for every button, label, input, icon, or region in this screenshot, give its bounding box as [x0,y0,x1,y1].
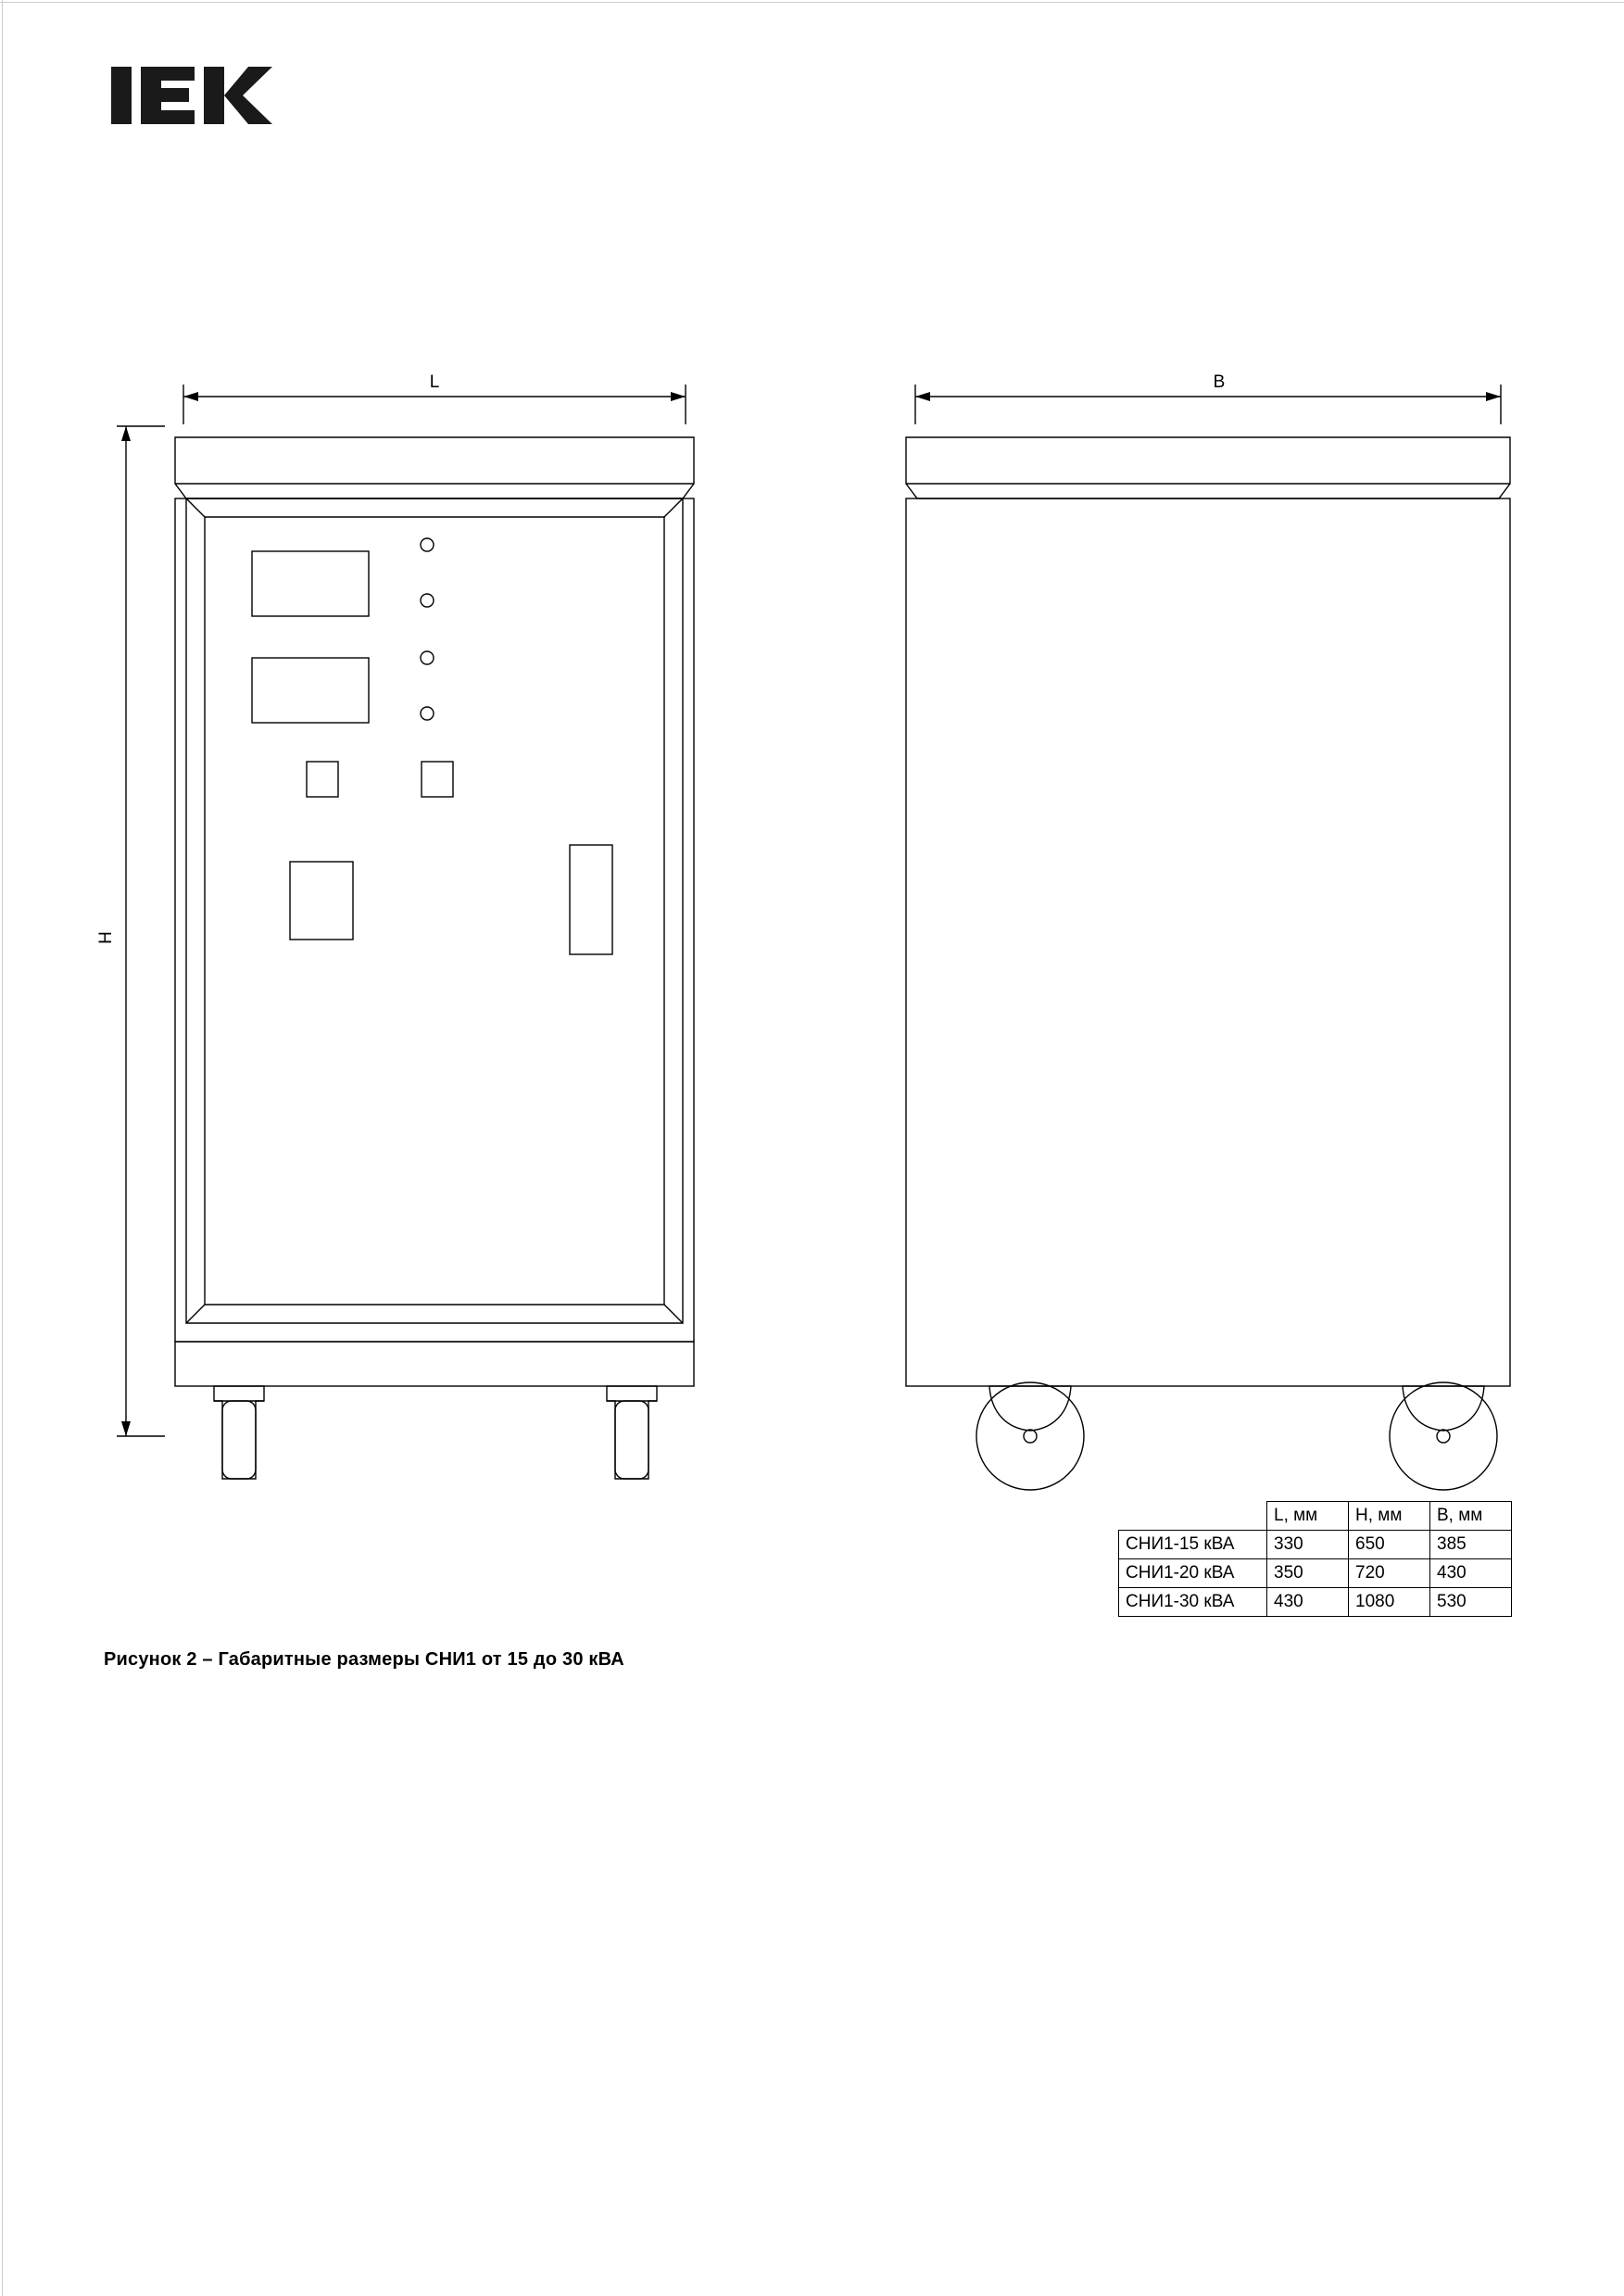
table-cell-h: 720 [1349,1559,1430,1588]
table-cell-l: 330 [1267,1531,1349,1559]
table-corner-cell [1119,1502,1267,1531]
side-width-dimension [915,385,1501,424]
table-header-row [1119,1502,1512,1531]
table-row [1119,1531,1512,1559]
table-cell-l: 430 [1267,1588,1349,1617]
table-cell-b: 530 [1430,1588,1512,1617]
dimensions-table [1118,1501,1512,1617]
table-row [1119,1588,1512,1617]
side-caster-left [976,1382,1084,1490]
table-cell-h: 1080 [1349,1588,1430,1617]
table-cell-b: 430 [1430,1559,1512,1588]
table-row-header: СНИ1-20 кВА [1119,1559,1267,1588]
table-column-header-b: B, мм [1430,1502,1512,1531]
page-border-top [0,2,1624,3]
technical-drawing [0,352,1624,1668]
front-height-label: H [96,931,116,944]
front-width-label: L [429,372,440,392]
table-cell-l: 350 [1267,1559,1349,1588]
table-column-header-h: H, мм [1349,1502,1430,1531]
table-row-header: СНИ1-30 кВА [1119,1588,1267,1617]
front-height-dimension [117,426,165,1436]
table-row [1119,1559,1512,1588]
table-row-header: СНИ1-15 кВА [1119,1531,1267,1559]
table-column-header-l: L, мм [1267,1502,1349,1531]
side-width-label: B [1213,372,1226,392]
table-cell-h: 650 [1349,1531,1430,1559]
figure-caption: Рисунок 2 – Габаритные размеры СНИ1 от 15 до 30 кВА [104,1649,624,1670]
iek-logo [109,57,276,141]
table-cell-b: 385 [1430,1531,1512,1559]
side-caster-right [1390,1382,1497,1490]
